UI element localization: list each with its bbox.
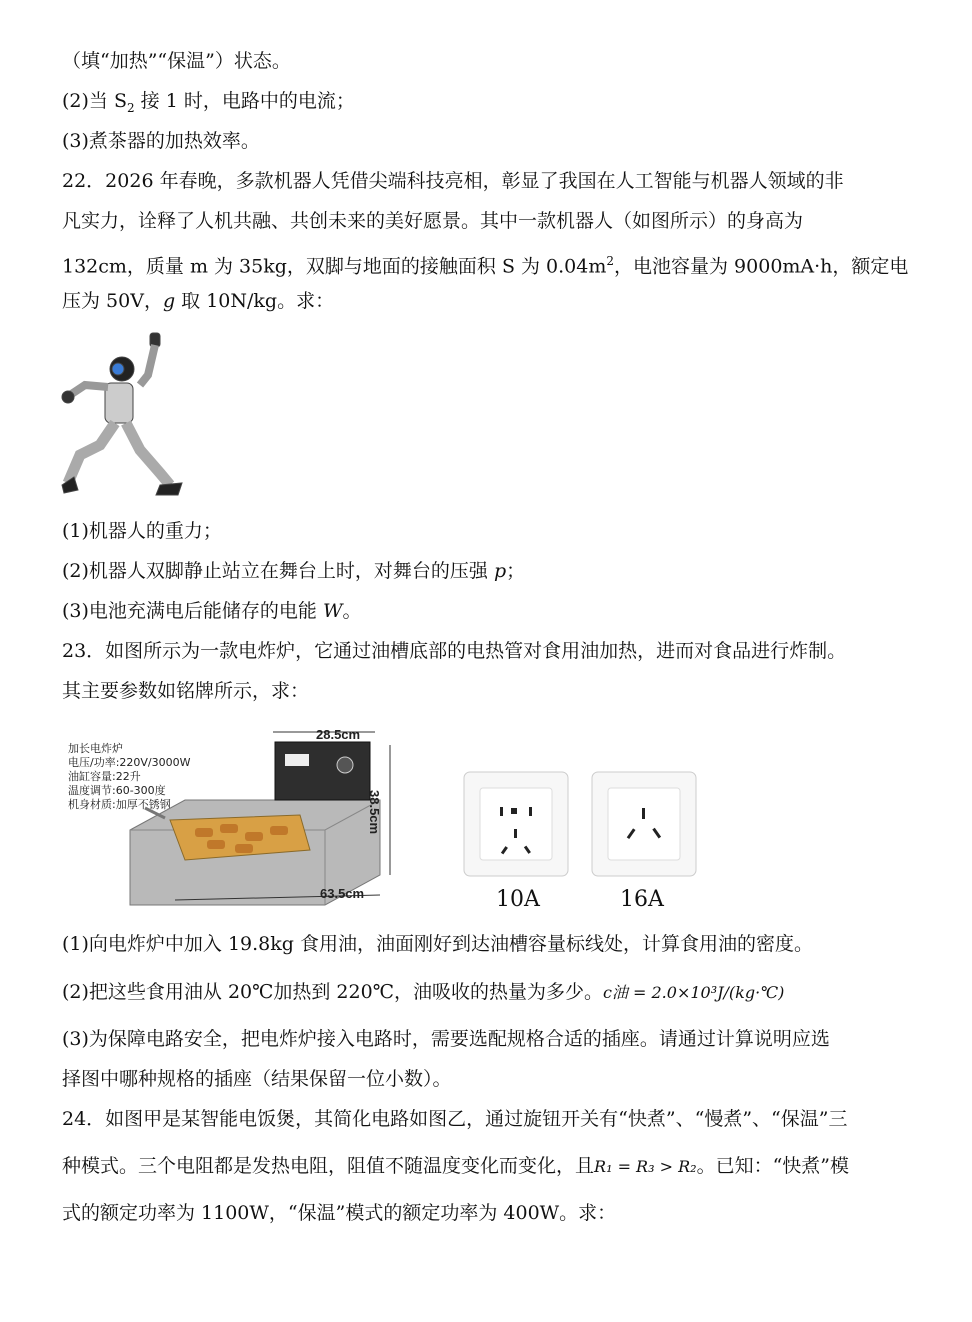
question-23-sub3-line1: (3)为保障电路安全，把电炸炉接入电路时，需要选配规格合适的插座。请通过计算说明应选 (62, 1028, 830, 1050)
text-fragment: 。已知：“快煮”模 (696, 1155, 849, 1177)
text-fragment: 132cm，质量 m 为 35kg，双脚与地面的接触面积 S 为 0.04m (62, 255, 607, 278)
text-fragment: ； (506, 560, 526, 582)
dimension-height: 38.5cm (367, 790, 382, 835)
socket-16a-icon (590, 770, 700, 880)
subscript: 2 (126, 100, 135, 115)
nameplate-row: 温度调节:60-300度 (68, 784, 166, 797)
text-fragment: (3)电池充满电后能储存的电能 (62, 600, 323, 622)
question-24-line1: 24．如图甲是某智能电饭煲，其简化电路如图乙，通过旋钮开关有“快煮”、“慢煮”、“保温”三 (62, 1108, 848, 1130)
question-21-part3: (3)煮茶器的加热效率。 (62, 130, 260, 152)
question-22-sub1: (1)机器人的重力； (62, 520, 222, 542)
resistance-relation: R₁ = R₃ > R₂ (594, 1157, 697, 1176)
text-fragment: ，电池容量为 9000mA·h，额定电 (614, 255, 909, 278)
fryer-figure (125, 720, 405, 910)
superscript: 2 (606, 254, 615, 268)
nameplate-row: 机身材质:加厚不锈钢 (68, 798, 171, 811)
text-fragment: (2)机器人双脚静止站立在舞台上时，对舞台的压强 (62, 560, 494, 582)
text-line: （填“加热”“保温”）状态。 (62, 50, 291, 72)
question-21-part2 (62, 88, 355, 121)
specific-heat-formula: c油 = 2.0×10³J/(kg·℃) (602, 983, 785, 1002)
socket-10a-icon (462, 770, 572, 880)
socket-16a-label: 16A (620, 887, 664, 912)
question-22-sub2 (62, 558, 525, 584)
question-22-line4 (62, 288, 334, 314)
W-symbol: W (322, 600, 343, 622)
question-23-sub2 (62, 979, 784, 1006)
g-symbol: g (162, 290, 176, 312)
question-23-line1: 23．如图所示为一款电炸炉，它通过油槽底部的电热管对食用油加热，进而对食品进行炸制。 (62, 640, 847, 662)
question-22-line1: 22．2026 年春晚，多款机器人凭借尖端科技亮相，彰显了我国在人工智能与机器人领域的非 (62, 170, 844, 192)
p-symbol: p (493, 560, 507, 582)
text-fragment: 压为 50V， (62, 290, 163, 312)
question-22-line2: 凡实力，诠释了人机共融、共创未来的美好愿景。其中一款机器人（如图所示）的身高为 (62, 210, 804, 232)
robot-figure (60, 325, 190, 505)
question-24-line3: 式的额定功率为 1100W，“保温”模式的额定功率为 400W。求： (62, 1202, 617, 1224)
question-22-sub3 (62, 598, 362, 624)
question-22-line3 (62, 248, 908, 279)
text-fragment: 。 (342, 600, 362, 622)
question-23-sub1: (1)向电炸炉中加入 19.8kg 食用油，油面刚好到达油槽容量标线处，计算食用油的密度。 (62, 933, 813, 955)
dimension-width: 28.5cm (316, 727, 361, 742)
text-fragment: 种模式。三个电阻都是发热电阻，阻值不随温度变化而变化，且 (62, 1155, 595, 1177)
text-fragment: (2)把这些食用油从 20℃加热到 220℃，油吸收的热量为多少。 (62, 981, 603, 1003)
text-fragment: 接 1 时，电路中的电流； (134, 90, 355, 112)
socket-10a-label: 10A (496, 887, 540, 912)
question-23-sub3-line2: 择图中哪种规格的插座（结果保留一位小数）。 (62, 1068, 452, 1090)
text-fragment: (2)当 S (62, 90, 127, 112)
nameplate-row: 电压/功率:220V/3000W (68, 756, 191, 769)
nameplate-title: 加长电炸炉 (68, 742, 123, 755)
dimension-length: 63.5cm (320, 886, 365, 901)
question-24-line2 (62, 1153, 849, 1180)
question-23-line2: 其主要参数如铭牌所示，求： (62, 680, 310, 702)
nameplate-row: 油缸容量:22升 (68, 770, 141, 783)
text-fragment: 取 10N/kg。求： (175, 290, 335, 312)
